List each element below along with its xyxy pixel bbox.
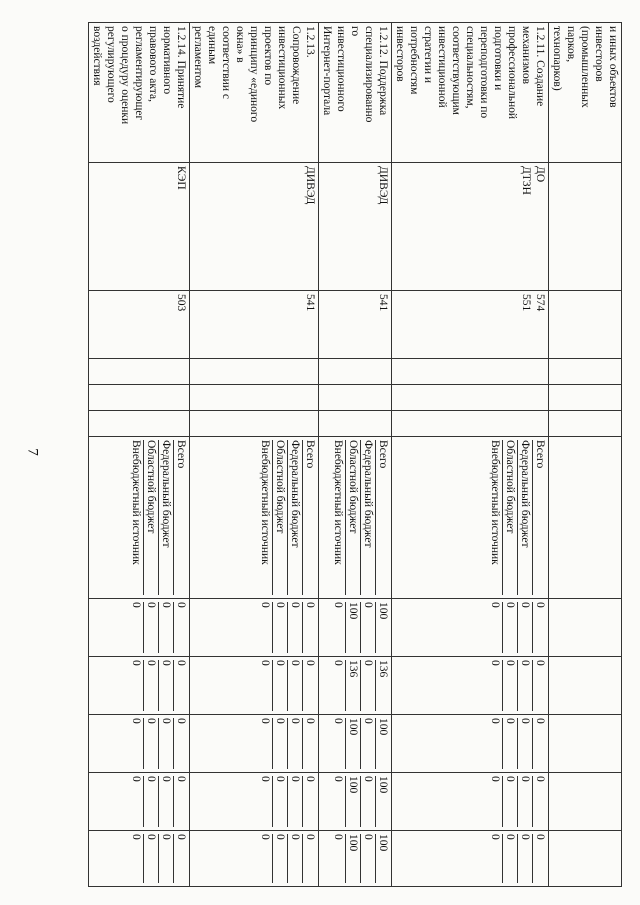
measure-name-line: инвесторов — [593, 26, 605, 82]
code-line: 503 — [175, 294, 187, 312]
executor-line: ДО — [534, 166, 546, 183]
measure-name-line: соответствующим — [450, 26, 462, 115]
code-cell — [549, 291, 622, 359]
value-line: 0 — [360, 718, 375, 769]
value-line: 100 — [375, 776, 390, 827]
executor-line: КЭП — [175, 166, 187, 190]
measure-name-line: регламентом — [192, 26, 204, 89]
value-line: 0 — [259, 602, 271, 608]
measure-name-line: нормативного — [161, 26, 173, 95]
value-line: 0 — [360, 660, 375, 711]
value-line: 0 — [517, 718, 532, 769]
measure-name-line: Сопровождение — [290, 26, 302, 105]
value-cell — [549, 599, 622, 657]
value-line: 136 — [375, 660, 390, 711]
source-line: Всего — [173, 440, 188, 595]
value-line: 0 — [502, 660, 517, 711]
executor-cell — [319, 163, 392, 291]
empty-cell — [89, 359, 190, 385]
measure-name-line: инвесторов — [394, 26, 406, 82]
value-cell — [549, 773, 622, 831]
value-line: 0 — [332, 602, 344, 608]
value-cell — [392, 657, 549, 715]
executor-line: ДТЗН — [520, 166, 532, 195]
value-line: 0 — [360, 776, 375, 827]
empty-cell — [319, 411, 392, 437]
value-line: 0 — [489, 834, 501, 840]
value-line: 0 — [158, 776, 173, 827]
value-cell — [319, 599, 392, 657]
measure-name-line: (промышленных — [579, 26, 591, 108]
code-line: 551 — [520, 294, 532, 312]
code-cell — [190, 291, 319, 359]
measure-name-cell — [89, 23, 190, 163]
code-cell — [392, 291, 549, 359]
empty-cell — [392, 411, 549, 437]
value-cell — [190, 599, 319, 657]
measure-name-line: воздействия — [91, 26, 103, 86]
source-line: Областной бюджет — [272, 440, 287, 595]
value-line: 0 — [489, 602, 501, 608]
source-line: Внебюджетный источник — [332, 440, 344, 565]
measure-name-cell — [190, 23, 319, 163]
empty-cell — [549, 411, 622, 437]
empty-cell — [319, 359, 392, 385]
value-line: 0 — [173, 718, 188, 769]
source-line: Всего — [532, 440, 547, 595]
rotated-table-page — [74, 22, 622, 886]
source-line: Всего — [375, 440, 390, 595]
value-line: 0 — [332, 776, 344, 782]
empty-cell — [190, 359, 319, 385]
value-cell — [319, 715, 392, 773]
value-line: 0 — [302, 834, 317, 883]
value-line: 0 — [532, 602, 547, 653]
value-cell — [319, 657, 392, 715]
value-line: 0 — [287, 660, 302, 711]
value-line: 0 — [173, 660, 188, 711]
value-line: 0 — [158, 834, 173, 883]
value-line: 0 — [173, 834, 188, 883]
value-line: 0 — [143, 718, 158, 769]
measure-name-line: 1.2.11. Создание — [534, 26, 546, 107]
value-line: 0 — [532, 776, 547, 827]
value-line: 0 — [502, 776, 517, 827]
value-cell — [319, 831, 392, 887]
measure-name-line: 1.2.14. Принятие — [175, 26, 187, 109]
measure-name-line: специальностям, — [464, 26, 476, 109]
table-row — [549, 23, 622, 887]
value-line: 100 — [345, 834, 360, 883]
value-line: 0 — [272, 834, 287, 883]
value-line: 0 — [287, 834, 302, 883]
source-line: Внебюджетный источник — [259, 440, 271, 565]
value-line: 0 — [302, 660, 317, 711]
value-line: 0 — [259, 718, 271, 724]
measure-name-line: стратегии и — [422, 26, 434, 84]
executor-cell — [89, 163, 190, 291]
code-line: 574 — [534, 294, 546, 312]
source-line: Федеральный бюджет — [287, 440, 302, 595]
value-line: 0 — [489, 718, 501, 724]
measure-name-line: регламентирующег — [133, 26, 145, 121]
measure-name-line: потребностям — [408, 26, 420, 95]
measure-name-line: Интернет-портала — [321, 26, 333, 116]
table-row — [190, 23, 319, 887]
value-line: 0 — [272, 718, 287, 769]
source-line: Федеральный бюджет — [517, 440, 532, 595]
code-line: 541 — [304, 294, 316, 312]
value-line: 0 — [259, 660, 271, 666]
value-line: 0 — [143, 602, 158, 653]
source-cell — [89, 437, 190, 599]
value-line: 0 — [332, 834, 344, 840]
value-line: 0 — [532, 834, 547, 883]
table-body — [89, 23, 622, 887]
empty-cell — [392, 359, 549, 385]
source-cell — [392, 437, 549, 599]
value-cell — [190, 773, 319, 831]
value-line: 0 — [360, 834, 375, 883]
measure-name-line: о процедуру оценки — [119, 26, 131, 125]
source-line: Областной бюджет — [502, 440, 517, 595]
measure-name-line: соответствии с — [220, 26, 232, 99]
measure-name-line: принципу «единого — [248, 26, 260, 123]
executor-cell — [190, 163, 319, 291]
value-cell — [392, 773, 549, 831]
value-line: 0 — [130, 602, 142, 608]
source-line: Внебюджетный источник — [489, 440, 501, 565]
value-cell — [392, 599, 549, 657]
empty-cell — [392, 385, 549, 411]
value-line: 0 — [130, 776, 142, 782]
table-row — [89, 23, 190, 887]
value-line: 0 — [143, 834, 158, 883]
value-cell — [549, 715, 622, 773]
value-line: 0 — [272, 602, 287, 653]
value-line: 0 — [517, 834, 532, 883]
measure-name-line: парков, — [565, 26, 577, 63]
empty-cell — [190, 411, 319, 437]
measure-name-cell — [392, 23, 549, 163]
measure-name-line: 1.2.13. — [304, 26, 316, 58]
source-line: Областной бюджет — [345, 440, 360, 595]
value-line: 0 — [517, 602, 532, 653]
measure-name-line: окна» в — [234, 26, 246, 63]
value-line: 0 — [332, 660, 344, 666]
code-cell — [89, 291, 190, 359]
source-cell — [549, 437, 622, 599]
executor-cell — [549, 163, 622, 291]
value-line: 0 — [502, 602, 517, 653]
value-line: 0 — [287, 776, 302, 827]
empty-cell — [319, 385, 392, 411]
value-cell — [319, 773, 392, 831]
measure-name-line: подготовки и — [492, 26, 504, 91]
value-line: 0 — [489, 660, 501, 666]
value-cell — [89, 773, 190, 831]
value-line: 0 — [302, 718, 317, 769]
value-line: 100 — [345, 776, 360, 827]
value-line: 100 — [375, 834, 390, 883]
measure-name-cell — [549, 23, 622, 163]
value-line: 0 — [287, 602, 302, 653]
value-line: 0 — [489, 776, 501, 782]
value-cell — [392, 715, 549, 773]
value-line: 0 — [332, 718, 344, 724]
measure-name-line: инвестиционной — [436, 26, 448, 108]
value-line: 0 — [173, 776, 188, 827]
value-cell — [549, 831, 622, 887]
source-line: Всего — [302, 440, 317, 595]
value-line: 0 — [360, 602, 375, 653]
executor-line: ДИВЭД — [377, 166, 389, 205]
source-line: Областной бюджет — [143, 440, 158, 595]
measure-name-line: правового акта, — [147, 26, 159, 102]
value-line: 100 — [345, 602, 360, 653]
value-cell — [190, 715, 319, 773]
value-line: 0 — [272, 660, 287, 711]
empty-cell — [89, 385, 190, 411]
source-line: Внебюджетный источник — [130, 440, 142, 565]
source-line: Федеральный бюджет — [360, 440, 375, 595]
executor-line: ДИВЭД — [304, 166, 316, 205]
value-line: 0 — [143, 660, 158, 711]
measure-name-line: инвестиционного — [335, 26, 347, 112]
value-line: 0 — [272, 776, 287, 827]
value-cell — [190, 657, 319, 715]
value-line: 100 — [375, 718, 390, 769]
source-cell — [319, 437, 392, 599]
measure-name-line: инвестиционных — [276, 26, 288, 110]
value-cell — [89, 831, 190, 887]
code-line: 541 — [377, 294, 389, 312]
measure-name-line: профессиональной — [506, 26, 518, 120]
value-line: 0 — [287, 718, 302, 769]
value-line: 0 — [259, 776, 271, 782]
value-cell — [549, 657, 622, 715]
empty-cell — [549, 359, 622, 385]
value-line: 0 — [517, 660, 532, 711]
measure-name-line: регулирующего — [105, 26, 117, 103]
measure-name-line: и иных объектов — [607, 26, 619, 108]
source-cell — [190, 437, 319, 599]
value-line: 0 — [517, 776, 532, 827]
value-line: 0 — [158, 718, 173, 769]
page-number: 7 — [24, 448, 41, 456]
measure-name-line: технопарков) — [551, 26, 563, 91]
empty-cell — [190, 385, 319, 411]
value-line: 0 — [532, 718, 547, 769]
source-line: Федеральный бюджет — [158, 440, 173, 595]
code-cell — [319, 291, 392, 359]
measure-name-line: 1.2.12. Поддержка — [377, 26, 389, 116]
value-line: 0 — [130, 718, 142, 724]
value-line: 0 — [158, 602, 173, 653]
value-cell — [89, 599, 190, 657]
value-line: 0 — [302, 602, 317, 653]
measure-name-line: специализированно — [363, 26, 375, 123]
measure-name-line: механизмов — [520, 26, 532, 85]
measure-name-line: проектов по — [262, 26, 274, 86]
value-line: 0 — [502, 834, 517, 883]
value-cell — [392, 831, 549, 887]
value-line: 0 — [302, 776, 317, 827]
value-line: 0 — [173, 602, 188, 653]
value-line: 0 — [130, 834, 142, 840]
value-line: 100 — [375, 602, 390, 653]
value-line: 136 — [345, 660, 360, 711]
value-line: 0 — [259, 834, 271, 840]
measure-name-cell — [319, 23, 392, 163]
value-cell — [89, 715, 190, 773]
value-line: 0 — [130, 660, 142, 666]
value-line: 0 — [143, 776, 158, 827]
value-line: 0 — [502, 718, 517, 769]
executor-cell — [392, 163, 549, 291]
value-cell — [190, 831, 319, 887]
program-table — [88, 22, 622, 887]
table-row — [319, 23, 392, 887]
measure-name-line: переподготовки по — [478, 26, 490, 119]
measure-name-line: единым — [206, 26, 218, 65]
empty-cell — [89, 411, 190, 437]
measure-name-line: го — [349, 26, 361, 37]
value-line: 0 — [158, 660, 173, 711]
value-line: 100 — [345, 718, 360, 769]
table-row — [392, 23, 549, 887]
value-line: 0 — [532, 660, 547, 711]
value-cell — [89, 657, 190, 715]
empty-cell — [549, 385, 622, 411]
